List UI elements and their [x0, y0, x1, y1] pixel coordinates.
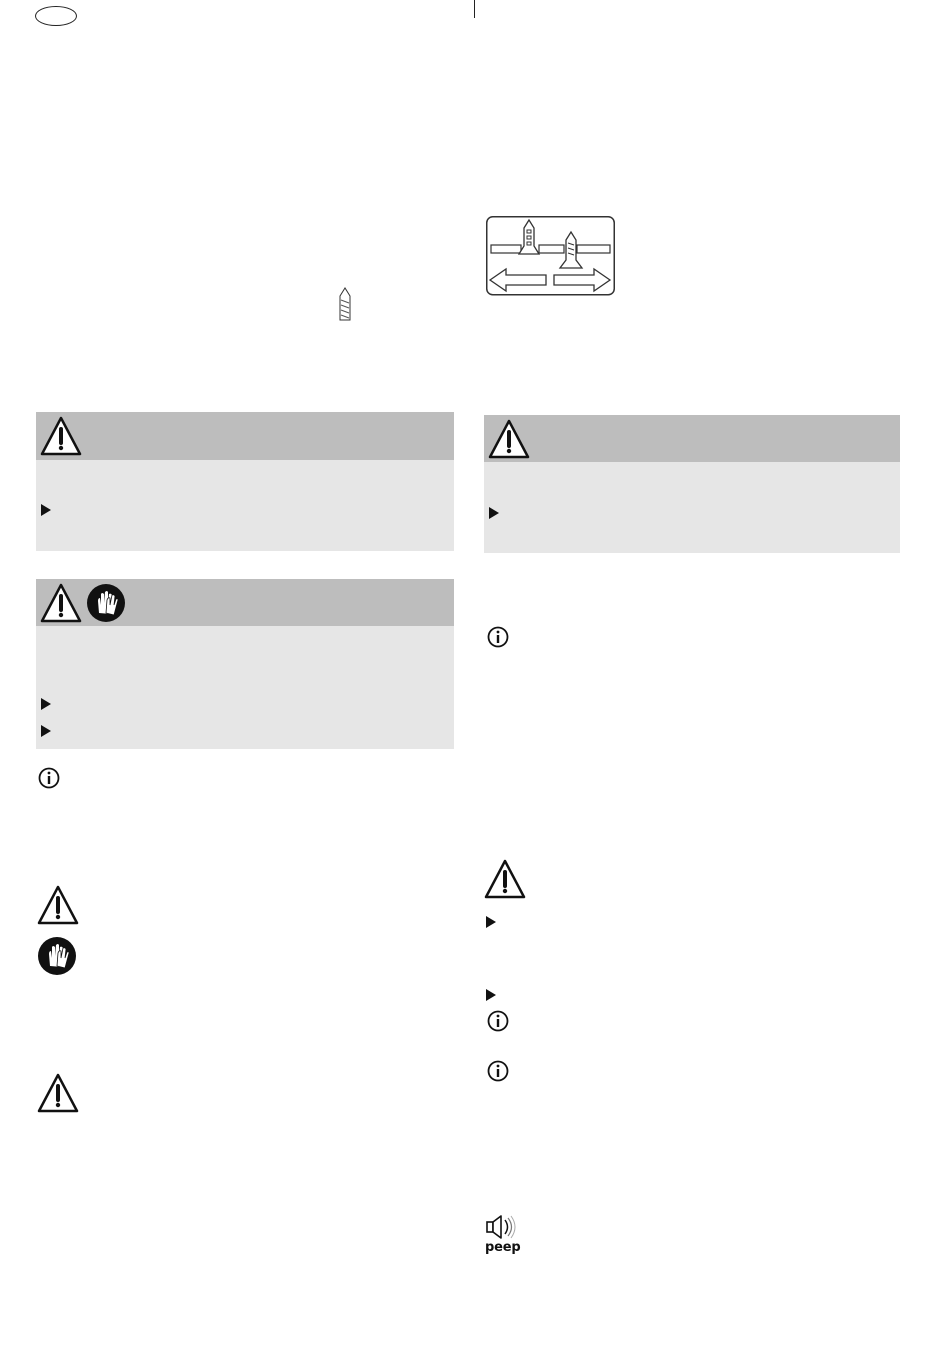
info-circle-icon [487, 626, 509, 648]
language-badge [35, 6, 77, 26]
sound-signal-pictogram [485, 1214, 521, 1255]
warning-triangle-icon [37, 885, 79, 925]
info-circle-icon [487, 1010, 509, 1032]
saw-blade-icon [338, 286, 352, 322]
speaker-icon [485, 1214, 521, 1240]
warning-box [484, 415, 900, 553]
warning-box-gloves [36, 579, 454, 749]
warning-box-header [484, 415, 900, 462]
protective-gloves-icon [37, 936, 77, 976]
warning-triangle-icon [484, 859, 526, 899]
warning-box-header [36, 579, 454, 626]
triangle-bullet-icon [486, 989, 496, 1001]
info-circle-icon [38, 767, 60, 789]
warning-triangle-icon [37, 1073, 79, 1113]
blade-position-diagram [486, 216, 615, 296]
triangle-bullet-icon [486, 916, 496, 928]
triangle-bullet-icon [489, 507, 499, 519]
warning-triangle-icon [40, 416, 82, 456]
triangle-bullet-icon [41, 725, 51, 737]
warning-triangle-icon [40, 583, 82, 623]
info-circle-icon [487, 1060, 509, 1082]
warning-box-header [36, 412, 454, 460]
warning-triangle-icon [488, 419, 530, 459]
protective-gloves-icon [86, 583, 126, 623]
triangle-bullet-icon [41, 504, 51, 516]
column-divider [474, 0, 475, 18]
sound-signal-label: peep [485, 1240, 521, 1255]
warning-box [36, 412, 454, 551]
triangle-bullet-icon [41, 698, 51, 710]
